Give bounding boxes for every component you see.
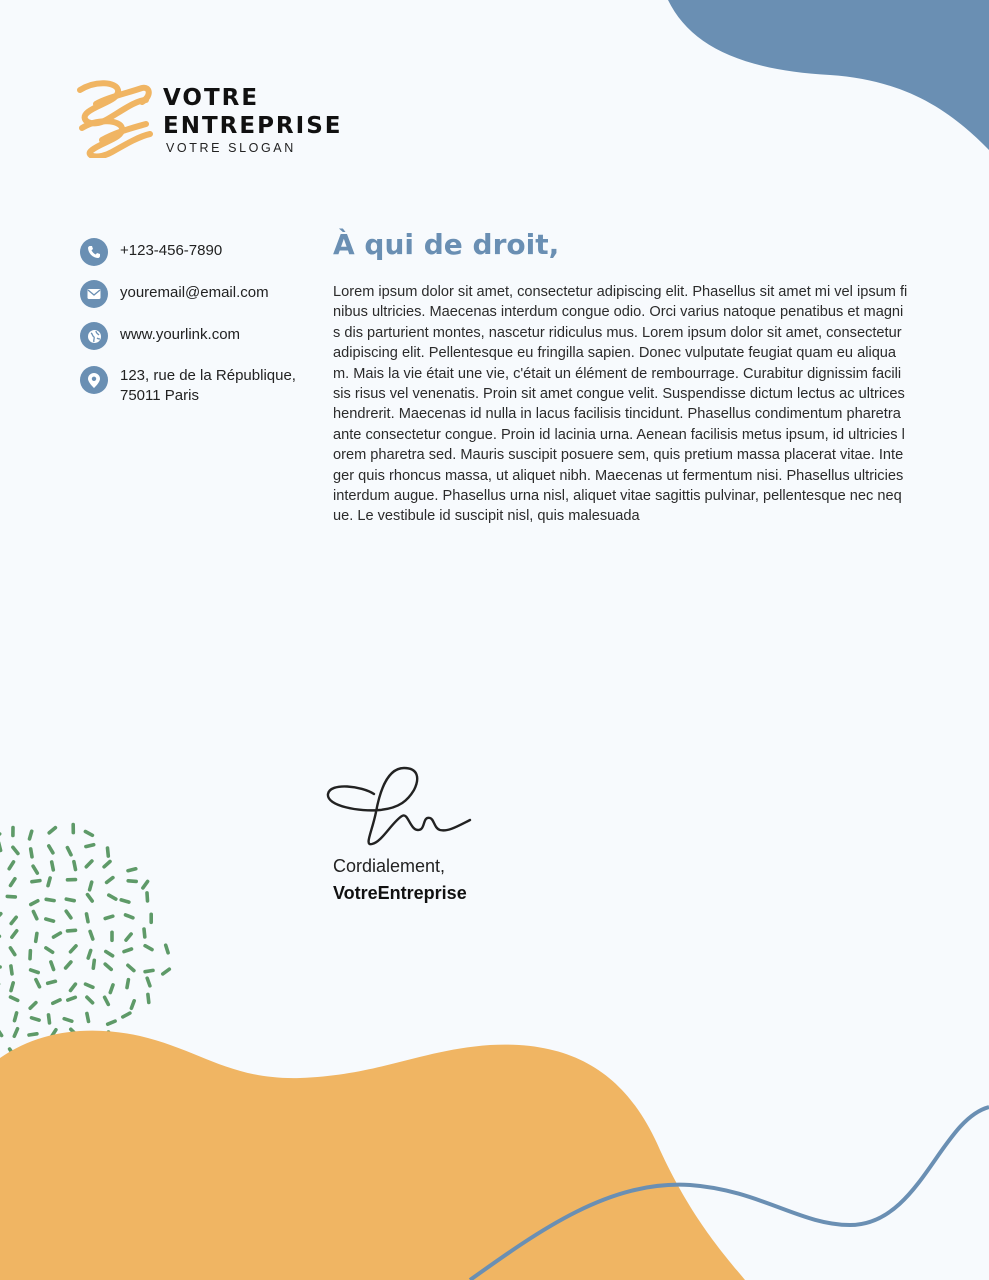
green-dash bbox=[145, 970, 153, 971]
green-dash bbox=[68, 997, 76, 1000]
green-dash bbox=[105, 964, 111, 969]
contact-item-website bbox=[80, 322, 240, 350]
green-dash bbox=[10, 948, 14, 955]
signing-company: VotreEntreprise bbox=[333, 883, 467, 903]
green-dash bbox=[86, 861, 92, 867]
green-dash bbox=[131, 1001, 134, 1009]
green-dash bbox=[7, 896, 15, 897]
green-dash bbox=[14, 1029, 17, 1036]
green-dash bbox=[46, 899, 54, 900]
company-logo-icon bbox=[76, 78, 156, 158]
green-dash bbox=[68, 930, 76, 931]
green-dash bbox=[86, 845, 94, 847]
green-dash bbox=[71, 984, 76, 990]
handwritten-signature bbox=[322, 760, 482, 855]
green-dash bbox=[11, 983, 13, 991]
green-dash bbox=[110, 985, 113, 993]
green-dash bbox=[49, 846, 53, 853]
green-dash bbox=[9, 862, 13, 869]
green-dash bbox=[54, 933, 61, 937]
website-link: www.yourlink.com bbox=[120, 326, 241, 343]
green-dash bbox=[166, 945, 168, 953]
green-dash bbox=[85, 832, 92, 836]
company-slogan: VOTRE SLOGAN bbox=[166, 141, 296, 155]
green-dash bbox=[29, 1034, 37, 1035]
green-dash bbox=[36, 933, 37, 941]
green-dash bbox=[53, 1000, 60, 1003]
green-dash bbox=[66, 962, 71, 968]
contact-item-phone bbox=[80, 238, 222, 266]
green-dash bbox=[0, 914, 1, 920]
green-dash bbox=[48, 981, 56, 983]
green-dash bbox=[148, 994, 149, 1002]
mail-icon bbox=[80, 280, 108, 308]
green-dash bbox=[128, 965, 134, 970]
green-dash bbox=[11, 966, 12, 974]
phone-number: +123-456-7890 bbox=[120, 242, 223, 259]
green-dash bbox=[144, 929, 145, 937]
green-dash bbox=[31, 970, 39, 973]
green-dash bbox=[0, 843, 1, 851]
green-dash bbox=[108, 848, 109, 856]
green-dash bbox=[127, 980, 128, 988]
green-dash bbox=[0, 1029, 2, 1036]
green-dash bbox=[11, 917, 16, 923]
green-dash bbox=[87, 1014, 89, 1022]
green-dash bbox=[52, 862, 54, 870]
green-dash bbox=[30, 831, 32, 839]
green-dash bbox=[31, 901, 38, 905]
green-dash bbox=[46, 919, 54, 921]
green-dash bbox=[128, 881, 136, 882]
green-dash bbox=[105, 997, 109, 1004]
green-dash bbox=[104, 862, 110, 867]
green-dash bbox=[12, 931, 17, 937]
green-dash bbox=[163, 969, 170, 974]
green-dash bbox=[87, 914, 89, 922]
green-dash bbox=[67, 848, 71, 855]
green-dash bbox=[74, 862, 76, 870]
green-dash bbox=[87, 997, 93, 1003]
green-dash bbox=[49, 1015, 50, 1023]
green-dash bbox=[66, 911, 71, 918]
green-dash bbox=[90, 931, 93, 939]
green-dash bbox=[33, 866, 37, 873]
green-dash bbox=[71, 946, 77, 952]
green-dash bbox=[145, 946, 152, 950]
green-dash bbox=[13, 847, 18, 853]
company-name: VOTRE ENTREPRISE bbox=[163, 85, 343, 139]
green-dash bbox=[126, 934, 131, 940]
green-dash bbox=[105, 916, 113, 918]
green-dash bbox=[31, 849, 32, 857]
closing-phrase: Cordialement, bbox=[333, 856, 446, 876]
green-dash bbox=[32, 881, 40, 882]
green-dash bbox=[128, 869, 136, 871]
green-dash bbox=[36, 980, 40, 987]
contact-item-address bbox=[80, 366, 296, 406]
green-dash-pattern bbox=[0, 825, 169, 1058]
email-address: youremail@email.com bbox=[120, 284, 269, 301]
postal-address: 123, rue de la République, 75011 Paris bbox=[120, 367, 296, 404]
globe-icon bbox=[80, 322, 108, 350]
green-dash bbox=[86, 984, 93, 987]
green-dash bbox=[90, 882, 92, 890]
letter-body: Lorem ipsum dolor sit amet, consectetur adipiscing elit. Phasellus sit amet mi vel ipsum finibus ultricies. Maecenas interdum congue odio. Orci varius natoque penatibus et magnis dis parturient montes, nascetur ridiculus mus. Lorem ipsum dolor sit amet, consectetur adipiscing elit. Pellentesque eu fringilla sapien. Donec vulputate feugiat quam eu aliquam. Mais la vie était une vie, c'était un élément de rembourrage. Curabitur dignissim facilisis risus vel venenatis. Proin sit amet congue velit. Suspendisse dictum lectus ac ultrices hendrerit. Maecenas id nulla in lacus facilisis tincidunt. Phasellus condimentum pharetra ante consectetur congue. Proin id lacinia urna. Aenean facilisis metus ipsum, id ultricies lorem pharetra sed. Mauris suscipit posuere sem, quis pretium massa placerat vitae. Integer quis rhoncus massa, ut aliquet nibh. Maecenas ut fermentum nisi. Phasellus ultricies interdum augue. Phasellus urna nisl, aliquet vitae sagittis pulvinar, pellentesque nec neque. Le vestibule id suscipit nisl, quis malesuada bbox=[333, 284, 908, 525]
green-dash bbox=[88, 895, 93, 901]
green-dash bbox=[108, 1021, 115, 1024]
green-dash bbox=[147, 978, 150, 986]
green-dash bbox=[51, 962, 54, 970]
green-dash bbox=[33, 912, 36, 919]
green-dash bbox=[49, 828, 55, 833]
green-dash bbox=[46, 948, 53, 952]
green-dash bbox=[121, 900, 129, 902]
green-dash bbox=[126, 915, 133, 918]
phone-icon bbox=[80, 238, 108, 266]
top-right-blue-wave bbox=[668, 0, 989, 150]
bottom-orange-blob bbox=[0, 1031, 745, 1280]
green-dash bbox=[30, 1003, 36, 1009]
green-dash bbox=[143, 881, 148, 888]
letter-salutation: À qui de droit, bbox=[333, 228, 560, 261]
green-dash bbox=[11, 879, 15, 886]
green-dash bbox=[106, 952, 113, 956]
green-dash bbox=[109, 895, 116, 899]
green-dash bbox=[64, 1019, 72, 1022]
green-dash bbox=[123, 1013, 130, 1017]
contact-item-email bbox=[80, 280, 269, 308]
green-dash bbox=[147, 893, 148, 901]
green-dash bbox=[107, 878, 113, 883]
green-dash bbox=[48, 878, 50, 886]
green-dash bbox=[124, 949, 132, 952]
green-dash bbox=[93, 960, 94, 968]
green-dash bbox=[66, 899, 74, 901]
green-dash bbox=[32, 1018, 40, 1020]
green-dash bbox=[11, 997, 18, 1000]
location-pin-icon bbox=[80, 366, 108, 394]
green-dash bbox=[88, 951, 91, 959]
brand-block bbox=[163, 84, 343, 155]
green-dash bbox=[15, 1013, 17, 1021]
